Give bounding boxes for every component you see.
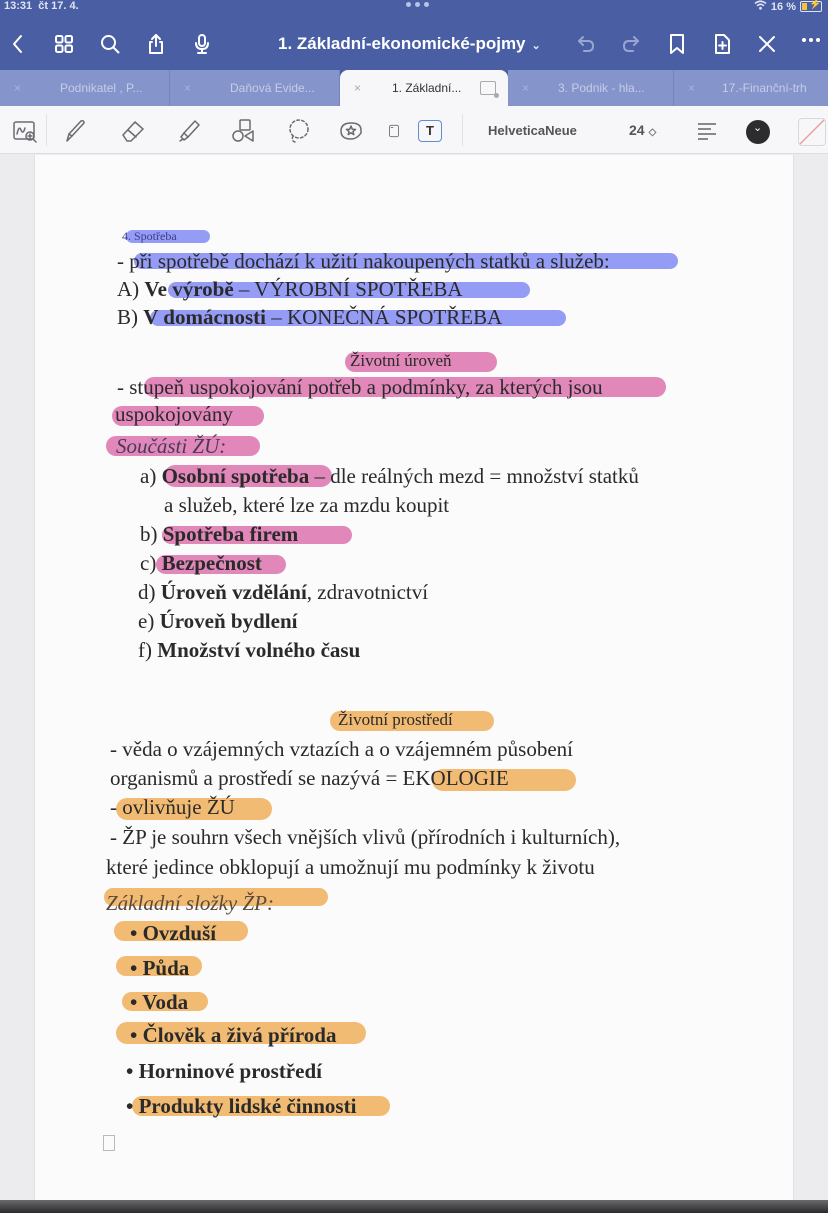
document-title[interactable]: 1. Základní-ekonomické-pojmy ⌄ xyxy=(278,34,541,53)
text-insertion-box[interactable] xyxy=(103,1135,115,1151)
zp-bullet-ovzdusi: • Ovzduší xyxy=(130,921,217,945)
eraser-icon[interactable] xyxy=(118,116,148,146)
split-view-icon[interactable] xyxy=(480,81,496,95)
zu-item-b: b) Spotřeba firem xyxy=(140,522,299,546)
document-toolbar xyxy=(0,22,828,66)
battery-charging-icon xyxy=(800,1,822,12)
soucasti-zu-title: Součásti ŽÚ: xyxy=(116,434,227,458)
heading-zivotni-uroven: Životní úroveň xyxy=(350,351,452,370)
tab-podnikatel[interactable]: × Podnikatel , P... xyxy=(0,70,170,106)
zu-item-d: d) Úroveň vzdělání, zdravotnictví xyxy=(138,580,429,604)
add-page-icon[interactable] xyxy=(708,30,736,58)
zu-item-a-cont: a služeb, které lze za mzdu koupit xyxy=(164,493,450,517)
status-time: 13:31 čt 17. 4. xyxy=(4,0,79,12)
zp-line-2: organismů a prostředí se nazývá = EKOLOGIE xyxy=(110,766,509,790)
share-icon[interactable] xyxy=(142,30,170,58)
tab-financni-trh[interactable]: × 17.-Finanční-trh xyxy=(674,70,828,106)
zp-line-4: - ŽP je souhrn všech vnějších vlivů (přírodních i kulturních), xyxy=(110,825,621,849)
spotreba-definition: - při spotřebě dochází k užití nakoupených statků a služeb: xyxy=(117,249,610,273)
zivotni-uroven-definition-cont: uspokojovány xyxy=(115,402,233,426)
shapes-icon[interactable] xyxy=(228,116,258,146)
highlighter-icon[interactable] xyxy=(174,116,204,146)
tab-close-icon[interactable]: × xyxy=(14,81,22,95)
heading-zivotni-prostredi: Životní prostředí xyxy=(338,710,453,729)
app-bar xyxy=(0,0,828,70)
close-icon[interactable] xyxy=(753,30,781,58)
divider xyxy=(462,114,463,146)
wifi-icon xyxy=(754,0,767,13)
zp-bullet-horninove: • Horninové prostředí xyxy=(126,1059,322,1083)
undo-icon[interactable] xyxy=(572,30,600,58)
spotreba-item-a: A) Ve výrobě – VÝROBNÍ SPOTŘEBA xyxy=(117,277,463,301)
microphone-icon[interactable] xyxy=(188,30,216,58)
tab-danova-evidence[interactable]: × Daňová Evide... xyxy=(170,70,340,106)
fill-color-picker[interactable] xyxy=(798,118,826,146)
tab-close-icon[interactable]: × xyxy=(688,81,696,95)
redo-icon[interactable] xyxy=(617,30,645,58)
spotreba-item-b: B) V domácnosti – KONEČNÁ SPOTŘEBA xyxy=(117,305,503,329)
zp-bullet-voda: • Voda xyxy=(130,990,189,1014)
zu-item-c: c) Bezpečnost xyxy=(140,551,262,575)
tab-close-icon[interactable]: × xyxy=(522,81,530,95)
drawing-toolbar xyxy=(0,106,828,154)
zivotni-uroven-definition: - stupeň uspokojování potřeb a podmínky, za kterých jsou xyxy=(117,375,603,399)
grid-icon[interactable] xyxy=(50,30,78,58)
zp-line-3: - ovlivňuje ŽÚ xyxy=(110,795,235,819)
status-right xyxy=(754,0,822,13)
zp-bullet-puda: • Půda xyxy=(130,956,190,980)
image-icon[interactable] xyxy=(386,116,402,146)
battery-percent: 16 % xyxy=(770,0,796,13)
tab-close-icon[interactable]: × xyxy=(184,81,192,95)
text-align-icon[interactable] xyxy=(698,123,716,143)
zp-bullet-produkty: • Produkty lidské činnosti xyxy=(126,1094,357,1118)
tab-bar xyxy=(0,66,828,106)
heading-spotreba: 4. Spotřeba xyxy=(122,229,177,243)
font-name-selector[interactable]: HelveticaNeue xyxy=(488,123,577,138)
bookmark-icon[interactable] xyxy=(663,30,691,58)
chevron-down-icon: ⌄ xyxy=(531,40,541,52)
font-size-stepper[interactable]: 24 ◇ xyxy=(629,122,657,138)
more-icon[interactable] xyxy=(802,38,820,42)
zp-line-5: které jedince obklopují a umožnují mu podmínky k životu xyxy=(106,855,595,879)
stepper-icon: ◇ xyxy=(648,127,657,138)
search-icon[interactable] xyxy=(96,30,124,58)
tab-zakladni-pojmy[interactable]: × 1. Základní... xyxy=(340,70,508,106)
text-color-picker[interactable] xyxy=(746,120,770,144)
zu-item-e: e) Úroveň bydlení xyxy=(138,609,298,633)
tab-podnik[interactable]: × 3. Podnik - hla... xyxy=(508,70,674,106)
zu-item-a: a) Osobní spotřeba – dle reálných mezd = množství statků xyxy=(140,464,639,488)
back-icon[interactable] xyxy=(4,30,32,58)
lasso-icon[interactable] xyxy=(284,116,314,146)
zp-bullet-clovek: • Člověk a živá příroda xyxy=(130,1023,337,1047)
screen-bottom-edge xyxy=(0,1200,828,1213)
multitasking-dots[interactable] xyxy=(406,2,429,7)
divider xyxy=(46,114,47,146)
zu-item-f: f) Množství volného času xyxy=(138,638,361,662)
sticker-icon[interactable] xyxy=(336,116,366,146)
zp-line-1: - věda o vzájemných vztazích a o vzájemném působení xyxy=(110,737,573,761)
status-bar xyxy=(0,0,828,16)
zakladni-slozky-title: Základní složky ŽP: xyxy=(106,891,274,915)
pen-icon[interactable] xyxy=(60,116,90,146)
zoom-window-icon[interactable] xyxy=(10,116,40,146)
text-tool[interactable]: T xyxy=(418,120,442,142)
tab-close-icon[interactable]: × xyxy=(354,81,362,95)
